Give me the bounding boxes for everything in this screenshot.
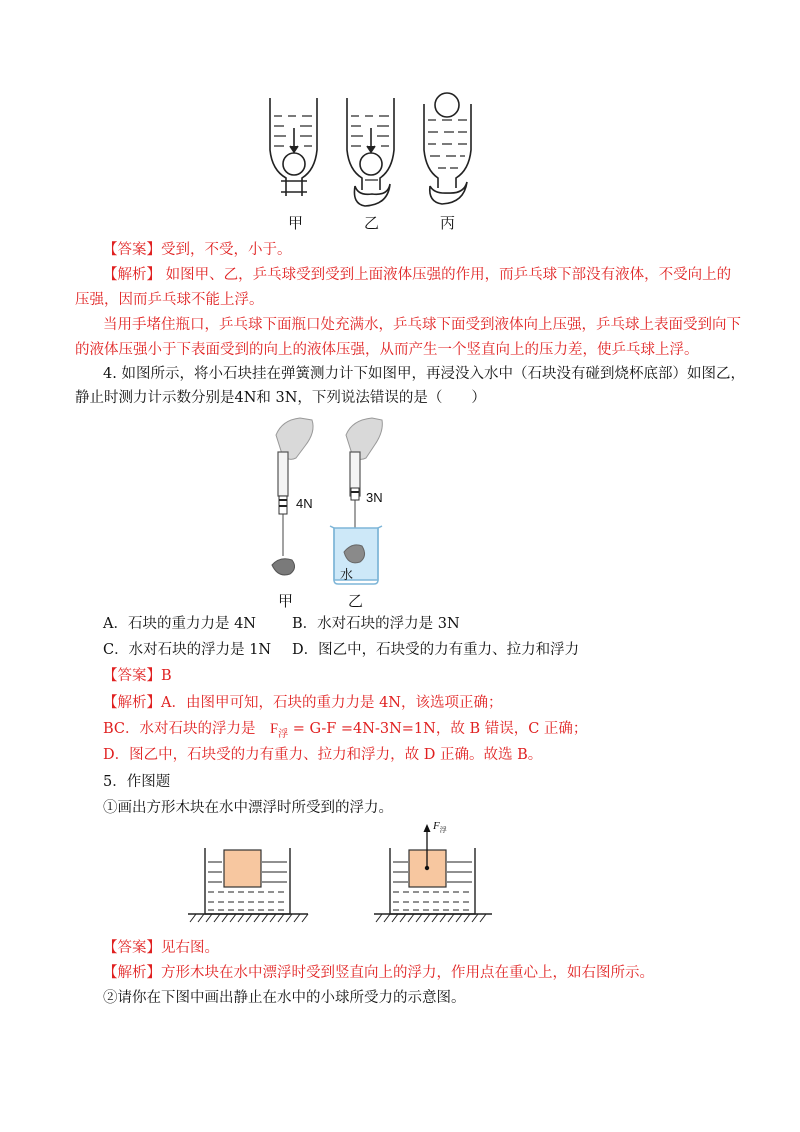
q5-part2: ②请你在下图中画出静止在水中的小球所受力的示意图。	[103, 990, 466, 1006]
answer-tag: 【答案】	[103, 940, 161, 956]
analysis-tag: 【解析】	[103, 267, 161, 283]
answer-text: 见右图。	[161, 940, 219, 956]
analysis-text: BC．水对石块的浮力是	[103, 721, 271, 737]
q5-part1: ①画出方形木块在水中漂浮时所受到的浮力。	[103, 800, 393, 816]
figure-label-bing: 丙	[440, 214, 456, 232]
q5-answer	[103, 938, 219, 958]
formula-rest: = G-F =4N-3N=1N，故 B 错误，C 正确；	[288, 721, 588, 737]
analysis-text: 方形木块在水中漂浮时受到竖直向上的浮力，作用点在重心上，如右图所示。	[161, 965, 654, 981]
q5-title: 5．作图题	[103, 774, 171, 790]
formula-sub: 浮	[278, 728, 289, 740]
figure-label-left: 甲	[278, 592, 294, 610]
analysis-text: A．由图甲可知，石块的重力力是 4N，该选项正确；	[161, 695, 503, 711]
q3-analysis-line2: 压强，因而乒乓球不能上浮。	[75, 292, 264, 308]
container-left	[188, 848, 308, 922]
option-a: A．石块的重力力是 4N	[103, 616, 256, 632]
water-label: 水	[340, 568, 354, 583]
option-c: C．水对石块的浮力是 1N	[103, 642, 272, 658]
container-right	[374, 824, 492, 922]
answer-tag: 【答案】	[103, 242, 161, 258]
reading-right: 3N	[366, 490, 383, 505]
q5-analysis	[103, 963, 654, 983]
formula-f: F	[270, 721, 279, 737]
force-label	[433, 820, 447, 835]
analysis-tag: 【解析】	[103, 695, 161, 711]
option-b: B．水对石块的浮力是 3N	[292, 616, 460, 632]
force-sub: 浮	[439, 826, 447, 835]
analysis-text: 如图甲、乙，乒乓球受到受到上面液体压强的作用，而乒乓球下部没有液体，不受向上的	[161, 267, 732, 283]
option-d: D．图乙中，石块受的力有重力、拉力和浮力	[292, 642, 580, 658]
q4-stem-line2: 静止时测力计示数分别是4N和 3N，下列说法错误的是（ ）	[75, 390, 486, 406]
figure-label-yi: 乙	[364, 214, 380, 232]
q3-analysis-line3: 当用手堵住瓶口，乒乓球下面瓶口处充满水，乒乓球下面受到液体向上压强，乒乓球上表面受到向下	[103, 317, 741, 333]
answer-text: 受到，不受，小于。	[161, 242, 292, 258]
figure-label-right: 乙	[348, 592, 364, 610]
arrow-head-icon	[424, 824, 431, 832]
q4-analysis-line3: D．图乙中，石块受的力有重力、拉力和浮力，故 D 正确。故选 B。	[103, 747, 543, 763]
analysis-tag: 【解析】	[103, 965, 161, 981]
answer-text: B	[161, 668, 172, 684]
figure-label-jia: 甲	[288, 214, 304, 232]
force-letter: F	[433, 820, 440, 832]
reading-left: 4N	[296, 496, 313, 511]
q4-stem-line1: 4. 如图所示，将小石块挂在弹簧测力计下如图甲，再浸没入水中（石块没有碰到烧杯底部）如图乙，	[103, 366, 745, 382]
q3-analysis-line4: 的液体压强小于下表面受到的向上的液体压强，从而产生一个竖直向上的压力差，使乒乓球上浮。	[75, 342, 699, 358]
wood-block-left	[224, 850, 261, 887]
answer-tag: 【答案】	[103, 668, 161, 684]
